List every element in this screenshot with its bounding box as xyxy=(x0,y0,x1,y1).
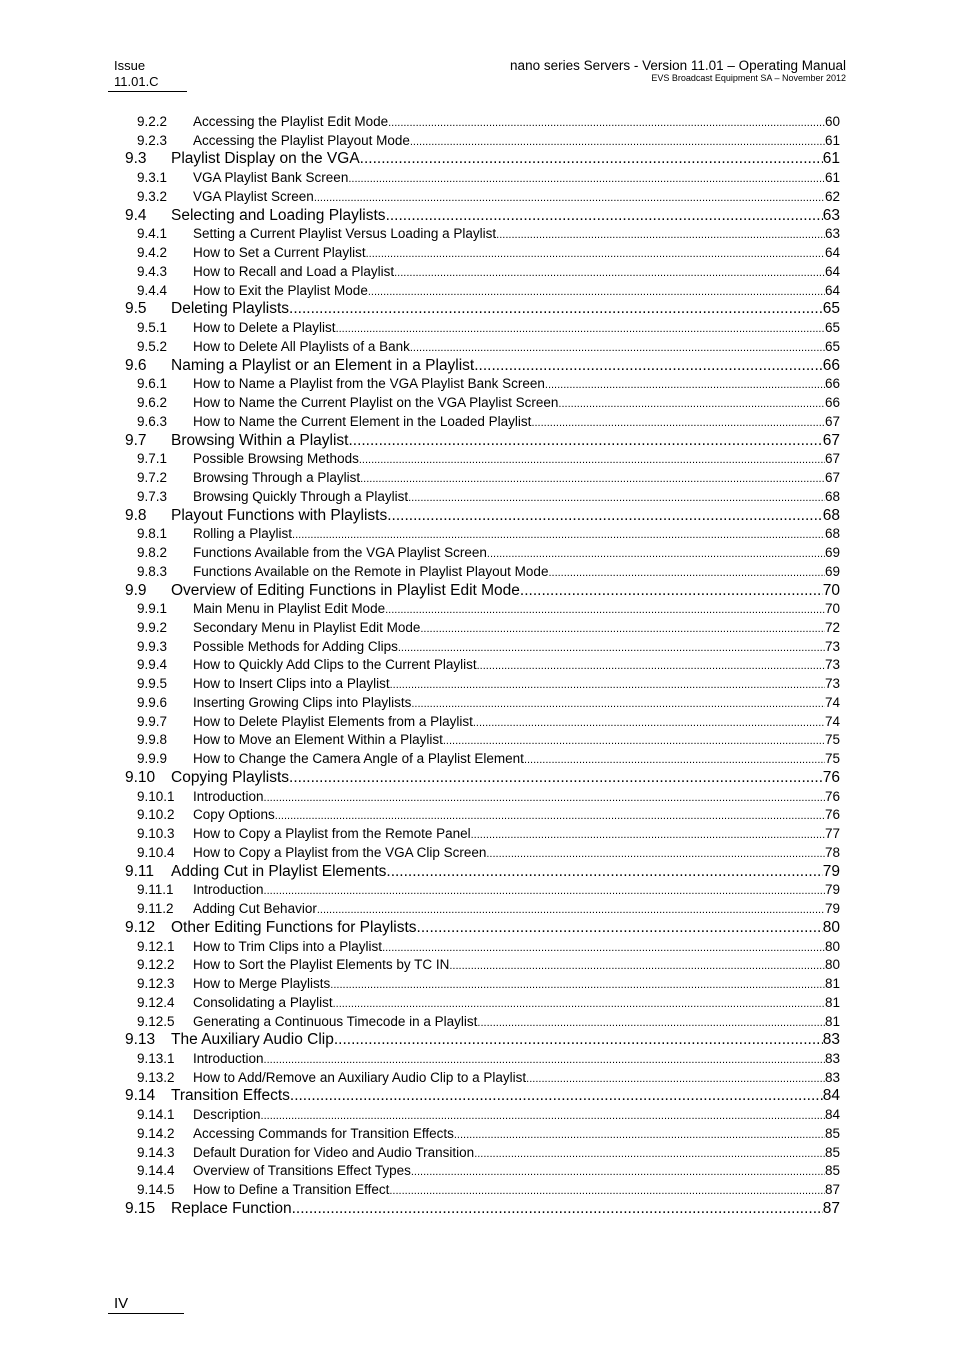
toc-section-entry[interactable] xyxy=(125,505,840,526)
toc-subsection-entry[interactable] xyxy=(137,900,840,918)
toc-entry-number: 9.14 xyxy=(125,1087,156,1105)
toc-entry-title: How to Set a Current Playlist xyxy=(193,245,366,261)
toc-entry-page: 66 xyxy=(822,356,840,374)
toc-entry-title: Introduction xyxy=(193,1051,264,1066)
toc-entry-number: 9.10 xyxy=(125,768,156,786)
toc-entry-title: Naming a Playlist or an Element in a Playlist xyxy=(171,356,475,374)
toc-subsection-entry[interactable] xyxy=(137,132,840,150)
toc-entry-page: 83 xyxy=(824,1069,840,1085)
toc-section-entry[interactable] xyxy=(125,298,840,319)
toc-subsection-entry[interactable] xyxy=(137,750,840,768)
toc-dot-leader xyxy=(473,714,825,732)
toc-dot-leader xyxy=(292,526,825,544)
toc-entry-title: How to Sort the Playlist Elements by TC IN xyxy=(193,957,450,973)
toc-dot-leader xyxy=(336,320,825,338)
toc-entry-number: 9.9.3 xyxy=(137,638,168,654)
document-title: nano series Servers - Version 11.01 – Operating Manual xyxy=(510,58,846,73)
toc-dot-leader xyxy=(558,395,825,413)
toc-dot-leader xyxy=(360,470,825,488)
toc-entry-number: 9.10.3 xyxy=(137,826,175,842)
toc-entry-number: 9.6 xyxy=(125,356,147,374)
toc-entry-page: 65 xyxy=(822,300,840,318)
toc-section-entry[interactable] xyxy=(125,580,840,601)
toc-entry-title: How to Name the Current Playlist on the VGA Playlist Screen xyxy=(193,395,559,411)
toc-entry-number: 9.6.1 xyxy=(137,376,168,392)
toc-entry-number: 9.12.5 xyxy=(137,1013,175,1029)
toc-entry-page: 87 xyxy=(824,1182,840,1198)
toc-subsection-entry[interactable] xyxy=(137,1181,840,1199)
toc-entry-number: 9.3.2 xyxy=(137,188,168,204)
toc-entry-title: Browsing Within a Playlist xyxy=(171,431,349,449)
toc-dot-leader xyxy=(366,245,825,263)
toc-entry-page: 69 xyxy=(824,563,840,579)
toc-dot-leader xyxy=(386,861,822,882)
toc-entry-number: 9.9.8 xyxy=(137,732,168,748)
toc-dot-leader xyxy=(290,1085,823,1106)
toc-entry-title: Overview of Editing Functions in Playlist Edit Mode xyxy=(171,581,520,599)
toc-entry-title: How to Change the Camera Angle of a Playlist Element xyxy=(193,751,524,767)
toc-entry-page: 63 xyxy=(824,226,840,242)
toc-dot-leader xyxy=(333,995,825,1013)
toc-entry-page: 83 xyxy=(822,1031,840,1049)
toc-dot-leader xyxy=(289,767,823,788)
toc-entry-number: 9.9.1 xyxy=(137,601,168,617)
toc-entry-page: 78 xyxy=(824,844,840,860)
toc-subsection-entry[interactable] xyxy=(137,806,840,824)
toc-subsection-entry[interactable] xyxy=(137,619,840,637)
toc-entry-number: 9.9.9 xyxy=(137,751,168,767)
toc-entry-number: 9.9.6 xyxy=(137,694,168,710)
toc-subsection-entry[interactable] xyxy=(137,1106,840,1124)
toc-section-entry[interactable] xyxy=(125,861,840,882)
toc-dot-leader xyxy=(334,1029,823,1050)
toc-subsection-entry[interactable] xyxy=(137,938,840,956)
toc-dot-leader xyxy=(477,657,825,675)
toc-entry-page: 73 xyxy=(824,657,840,673)
toc-entry-number: 9.2.3 xyxy=(137,132,168,148)
toc-entry-number: 9.14.5 xyxy=(137,1182,175,1198)
toc-subsection-entry[interactable] xyxy=(137,600,840,618)
toc-entry-page: 62 xyxy=(824,188,840,204)
toc-entry-number: 9.12.1 xyxy=(137,938,175,954)
toc-subsection-entry[interactable] xyxy=(137,881,840,899)
toc-entry-title: How to Insert Clips into a Playlist xyxy=(193,676,390,692)
toc-entry-title: How to Define a Transition Effect xyxy=(193,1182,390,1198)
toc-entry-title: Transition Effects xyxy=(171,1087,290,1105)
toc-dot-leader xyxy=(348,430,822,451)
toc-entry-page: 68 xyxy=(824,488,840,504)
toc-subsection-entry[interactable] xyxy=(137,1125,840,1143)
toc-entry-page: 74 xyxy=(824,713,840,729)
toc-entry-page: 79 xyxy=(824,882,840,898)
toc-entry-number: 9.5.1 xyxy=(137,320,168,336)
toc-subsection-entry[interactable] xyxy=(137,113,840,131)
toc-entry-number: 9.7.1 xyxy=(137,451,168,467)
toc-subsection-entry[interactable] xyxy=(137,1069,840,1087)
toc-entry-title: How to Name the Current Element in the Loaded Playlist xyxy=(193,413,532,429)
toc-entry-number: 9.11.2 xyxy=(137,901,174,917)
toc-subsection-entry[interactable] xyxy=(137,338,840,356)
toc-entry-number: 9.11 xyxy=(125,862,155,880)
toc-entry-number: 9.10.1 xyxy=(137,788,175,804)
toc-entry-page: 69 xyxy=(824,545,840,561)
toc-entry-number: 9.12 xyxy=(125,918,156,936)
toc-entry-page: 76 xyxy=(822,768,840,786)
toc-entry-title: Introduction xyxy=(193,882,264,898)
toc-entry-page: 63 xyxy=(822,206,840,224)
toc-dot-leader xyxy=(471,826,825,844)
toc-entry-page: 85 xyxy=(824,1163,840,1179)
toc-entry-number: 9.4.2 xyxy=(137,245,168,261)
toc-entry-number: 9.13 xyxy=(125,1031,156,1049)
toc-subsection-entry[interactable] xyxy=(137,956,840,974)
toc-entry-number: 9.14.4 xyxy=(137,1163,175,1179)
toc-subsection-entry[interactable] xyxy=(137,225,840,243)
toc-entry-title: Default Duration for Video and Audio Transition xyxy=(193,1144,475,1160)
toc-dot-leader xyxy=(386,205,823,226)
toc-entry-page: 65 xyxy=(824,320,840,336)
toc-dot-leader xyxy=(411,1163,825,1181)
toc-section-entry[interactable] xyxy=(125,148,840,169)
toc-entry-number: 9.10.4 xyxy=(137,844,175,860)
toc-entry-title: Generating a Continuous Timecode in a Playlist xyxy=(193,1013,478,1029)
toc-subsection-entry[interactable] xyxy=(137,525,840,543)
toc-dot-leader xyxy=(487,545,825,563)
toc-entry-page: 80 xyxy=(822,918,840,936)
toc-entry-page: 64 xyxy=(824,282,840,298)
toc-dot-leader xyxy=(275,807,825,825)
toc-dot-leader xyxy=(385,601,825,619)
toc-entry-number: 9.8 xyxy=(125,506,147,524)
document-subtitle: EVS Broadcast Equipment SA – November 2012 xyxy=(651,73,846,83)
toc-entry-number: 9.5 xyxy=(125,300,147,318)
toc-entry-title: How to Name a Playlist from the VGA Playlist Bank Screen xyxy=(193,376,545,392)
toc-dot-leader xyxy=(264,789,825,807)
toc-entry-number: 9.15 xyxy=(125,1199,156,1217)
toc-entry-number: 9.9.7 xyxy=(137,713,168,729)
toc-entry-page: 61 xyxy=(822,150,840,168)
toc-subsection-entry[interactable] xyxy=(137,1144,840,1162)
toc-entry-title: Accessing the Playlist Edit Mode xyxy=(193,114,389,129)
toc-entry-title: How to Trim Clips into a Playlist xyxy=(193,938,383,954)
toc-entry-title: VGA Playlist Screen xyxy=(193,188,314,204)
toc-subsection-entry[interactable] xyxy=(137,844,840,862)
page-number: IV xyxy=(114,1295,129,1312)
toc-subsection-entry[interactable] xyxy=(137,1050,840,1068)
toc-dot-leader xyxy=(360,148,823,169)
toc-entry-number: 9.14.1 xyxy=(137,1107,175,1123)
toc-entry-page: 81 xyxy=(824,994,840,1010)
toc-dot-leader xyxy=(390,676,825,694)
toc-entry-title: Rolling a Playlist xyxy=(193,526,293,542)
toc-subsection-entry[interactable] xyxy=(137,694,840,712)
toc-dot-leader xyxy=(449,957,825,975)
toc-subsection-entry[interactable] xyxy=(137,375,840,393)
toc-dot-leader xyxy=(292,1198,823,1219)
toc-dot-leader xyxy=(382,939,825,957)
toc-subsection-entry[interactable] xyxy=(137,1162,840,1180)
toc-dot-leader xyxy=(520,580,823,601)
toc-entry-number: 9.4.1 xyxy=(137,226,168,242)
toc-dot-leader xyxy=(443,732,825,750)
toc-entry-page: 73 xyxy=(824,676,840,692)
toc-dot-leader xyxy=(330,976,825,994)
toc-entry-number: 9.4.3 xyxy=(137,263,168,279)
toc-entry-number: 9.2.2 xyxy=(137,114,168,129)
toc-entry-number: 9.6.3 xyxy=(137,413,168,429)
toc-entry-number: 9.3.1 xyxy=(137,170,168,186)
toc-entry-title: Other Editing Functions for Playlists xyxy=(171,918,417,936)
toc-dot-leader xyxy=(264,882,825,900)
toc-entry-title: Playout Functions with Playlists xyxy=(171,506,388,524)
toc-entry-title: How to Quickly Add Clips to the Current Playlist xyxy=(193,657,477,673)
toc-entry-number: 9.9 xyxy=(125,581,147,599)
toc-entry-title: Replace Function xyxy=(171,1199,292,1217)
toc-subsection-entry[interactable] xyxy=(137,656,840,674)
toc-dot-leader xyxy=(359,451,825,469)
toc-entry-title: VGA Playlist Bank Screen xyxy=(193,170,349,186)
toc-entry-title: Introduction xyxy=(193,788,264,804)
toc-entry-title: Consolidating a Playlist xyxy=(193,994,333,1010)
toc-subsection-entry[interactable] xyxy=(137,544,840,562)
toc-entry-number: 9.10.2 xyxy=(137,807,175,823)
toc-entry-page: 64 xyxy=(824,245,840,261)
toc-entry-page: 79 xyxy=(822,862,840,880)
toc-entry-title: How to Add/Remove an Auxiliary Audio Clip to a Playlist xyxy=(193,1069,527,1085)
toc-section-entry[interactable] xyxy=(125,205,840,226)
toc-section-entry[interactable] xyxy=(125,917,840,938)
toc-entry-page: 75 xyxy=(824,732,840,748)
toc-section-entry[interactable] xyxy=(125,1198,840,1219)
toc-entry-title: How to Recall and Load a Playlist xyxy=(193,263,395,279)
toc-entry-page: 68 xyxy=(824,526,840,542)
toc-entry-page: 77 xyxy=(824,826,840,842)
toc-dot-leader xyxy=(474,1145,825,1163)
toc-entry-number: 9.4 xyxy=(125,206,147,224)
toc-entry-page: 73 xyxy=(824,638,840,654)
toc-entry-number: 9.13.2 xyxy=(137,1069,175,1085)
toc-subsection-entry[interactable] xyxy=(137,244,840,262)
toc-entry-number: 9.3 xyxy=(125,150,147,168)
toc-entry-page: 70 xyxy=(822,581,840,599)
toc-entry-page: 85 xyxy=(824,1125,840,1141)
toc-entry-page: 85 xyxy=(824,1144,840,1160)
toc-dot-leader xyxy=(289,298,823,319)
toc-entry-title: Playlist Display on the VGA xyxy=(171,150,360,168)
toc-entry-page: 67 xyxy=(824,451,840,467)
toc-entry-title: Copy Options xyxy=(193,807,275,823)
toc-entry-title: How to Move an Element Within a Playlist xyxy=(193,732,443,748)
toc-entry-title: How to Delete All Playlists of a Bank xyxy=(193,338,410,354)
toc-entry-number: 9.12.3 xyxy=(137,976,175,992)
toc-entry-title: Adding Cut Behavior xyxy=(193,901,317,917)
toc-entry-page: 76 xyxy=(824,807,840,823)
toc-entry-page: 83 xyxy=(824,1051,840,1066)
toc-dot-leader xyxy=(420,620,825,638)
toc-entry-page: 64 xyxy=(824,263,840,279)
toc-entry-title: Browsing Through a Playlist xyxy=(193,470,361,486)
issue-label: Issue xyxy=(114,58,146,73)
toc-entry-page: 81 xyxy=(824,1013,840,1029)
toc-entry-number: 9.8.2 xyxy=(137,545,168,561)
toc-entry-number: 9.13.1 xyxy=(137,1051,175,1066)
toc-dot-leader xyxy=(388,114,825,132)
toc-entry-number: 9.14.3 xyxy=(137,1144,175,1160)
toc-entry-page: 81 xyxy=(824,976,840,992)
toc-section-entry[interactable] xyxy=(125,430,840,451)
toc-entry-page: 72 xyxy=(824,619,840,635)
toc-subsection-entry[interactable] xyxy=(137,788,840,806)
toc-entry-number: 9.6.2 xyxy=(137,395,168,411)
toc-subsection-entry[interactable] xyxy=(137,469,840,487)
toc-entry-page: 68 xyxy=(822,506,840,524)
toc-dot-leader xyxy=(394,264,825,282)
toc-entry-page: 87 xyxy=(822,1199,840,1217)
toc-entry-number: 9.8.3 xyxy=(137,563,168,579)
toc-entry-title: Setting a Current Playlist Versus Loading a Playlist xyxy=(193,226,497,242)
toc-entry-title: Inserting Growing Clips into Playlists xyxy=(193,694,412,710)
toc-subsection-entry[interactable] xyxy=(137,282,840,300)
toc-dot-leader xyxy=(398,639,825,657)
toc-subsection-entry[interactable] xyxy=(137,975,840,993)
toc-subsection-entry[interactable] xyxy=(137,413,840,431)
toc-entry-page: 84 xyxy=(822,1087,840,1105)
toc-section-entry[interactable] xyxy=(125,1085,840,1106)
toc-entry-number: 9.12.2 xyxy=(137,957,175,973)
toc-subsection-entry[interactable] xyxy=(137,731,840,749)
footer-divider xyxy=(108,1313,184,1314)
toc-entry-title: How to Copy a Playlist from the Remote Panel xyxy=(193,826,471,842)
toc-subsection-entry[interactable] xyxy=(137,263,840,281)
toc-entry-page: 61 xyxy=(824,170,840,186)
toc-subsection-entry[interactable] xyxy=(137,394,840,412)
toc-entry-page: 84 xyxy=(824,1107,840,1123)
toc-entry-number: 9.11.1 xyxy=(137,882,174,898)
toc-entry-title: Copying Playlists xyxy=(171,768,290,786)
toc-entry-number: 9.7.2 xyxy=(137,470,168,486)
toc-entry-title: Browsing Quickly Through a Playlist xyxy=(193,488,409,504)
toc-entry-title: Deleting Playlists xyxy=(171,300,290,318)
toc-entry-number: 9.9.5 xyxy=(137,676,168,692)
toc-subsection-entry[interactable] xyxy=(137,169,840,187)
toc-dot-leader xyxy=(348,170,825,188)
toc-entry-title: Accessing the Playlist Playout Mode xyxy=(193,132,410,148)
toc-entry-page: 74 xyxy=(824,694,840,710)
toc-entry-page: 60 xyxy=(824,114,840,129)
toc-subsection-entry[interactable] xyxy=(137,825,840,843)
toc-entry-title: The Auxiliary Audio Clip xyxy=(171,1031,334,1049)
toc-entry-title: Functions Available on the Remote in Playlist Playout Mode xyxy=(193,563,549,579)
toc-entry-page: 66 xyxy=(824,395,840,411)
toc-entry-title: Functions Available from the VGA Playlist Screen xyxy=(193,545,487,561)
toc-dot-leader xyxy=(545,376,825,394)
toc-entry-page: 65 xyxy=(824,338,840,354)
toc-subsection-entry[interactable] xyxy=(137,188,840,206)
toc-dot-leader xyxy=(474,355,823,376)
toc-entry-title: How to Delete Playlist Elements from a Playlist xyxy=(193,713,473,729)
toc-dot-leader xyxy=(261,1107,825,1125)
toc-entry-number: 9.9.4 xyxy=(137,657,168,673)
toc-entry-page: 61 xyxy=(824,132,840,148)
toc-entry-number: 9.8.1 xyxy=(137,526,168,542)
toc-entry-page: 75 xyxy=(824,751,840,767)
toc-dot-leader xyxy=(454,1126,825,1144)
toc-entry-page: 70 xyxy=(824,601,840,617)
toc-entry-title: Secondary Menu in Playlist Edit Mode xyxy=(193,619,421,635)
toc-section-entry[interactable] xyxy=(125,1029,840,1050)
toc-entry-number: 9.4.4 xyxy=(137,282,168,298)
toc-entry-title: Selecting and Loading Playlists xyxy=(171,206,386,224)
toc-subsection-entry[interactable] xyxy=(137,450,840,468)
toc-dot-leader xyxy=(417,917,823,938)
toc-dot-leader xyxy=(411,695,825,713)
toc-entry-number: 9.12.4 xyxy=(137,994,175,1010)
toc-entry-title: Possible Browsing Methods xyxy=(193,451,359,467)
toc-entry-number: 9.7 xyxy=(125,431,147,449)
toc-entry-title: How to Merge Playlists xyxy=(193,976,331,992)
toc-entry-page: 80 xyxy=(824,957,840,973)
toc-dot-leader xyxy=(264,1051,825,1069)
toc-entry-title: Overview of Transitions Effect Types xyxy=(193,1163,411,1179)
toc-entry-page: 76 xyxy=(824,788,840,804)
toc-entry-title: Adding Cut in Playlist Elements xyxy=(171,862,387,880)
toc-subsection-entry[interactable] xyxy=(137,1013,840,1031)
toc-subsection-entry[interactable] xyxy=(137,994,840,1012)
toc-subsection-entry[interactable] xyxy=(137,488,840,506)
toc-entry-page: 67 xyxy=(824,413,840,429)
toc-entry-number: 9.14.2 xyxy=(137,1125,175,1141)
toc-section-entry[interactable] xyxy=(125,767,840,788)
toc-entry-number: 9.5.2 xyxy=(137,338,168,354)
toc-entry-title: How to Copy a Playlist from the VGA Clip Screen xyxy=(193,844,487,860)
toc-entry-page: 79 xyxy=(824,901,840,917)
toc-dot-leader xyxy=(387,505,823,526)
toc-dot-leader xyxy=(496,226,825,244)
toc-entry-number: 9.9.2 xyxy=(137,619,168,635)
toc-entry-page: 66 xyxy=(824,376,840,392)
issue-number: 11.01.C xyxy=(114,74,159,89)
toc-entry-title: Possible Methods for Adding Clips xyxy=(193,638,398,654)
toc-subsection-entry[interactable] xyxy=(137,563,840,581)
toc-subsection-entry[interactable] xyxy=(137,713,840,731)
toc-subsection-entry[interactable] xyxy=(137,675,840,693)
toc-section-entry[interactable] xyxy=(125,355,840,376)
toc-entry-title: Description xyxy=(193,1107,261,1123)
toc-entry-title: How to Exit the Playlist Mode xyxy=(193,282,368,298)
toc-entry-page: 67 xyxy=(822,431,840,449)
toc-entry-title: Main Menu in Playlist Edit Mode xyxy=(193,601,386,617)
toc-entry-title: Accessing Commands for Transition Effects xyxy=(193,1125,454,1141)
toc-entry-page: 80 xyxy=(824,938,840,954)
toc-subsection-entry[interactable] xyxy=(137,638,840,656)
toc-entry-page: 67 xyxy=(824,470,840,486)
toc-subsection-entry[interactable] xyxy=(137,319,840,337)
toc-entry-number: 9.7.3 xyxy=(137,488,168,504)
toc-entry-title: How to Delete a Playlist xyxy=(193,320,336,336)
